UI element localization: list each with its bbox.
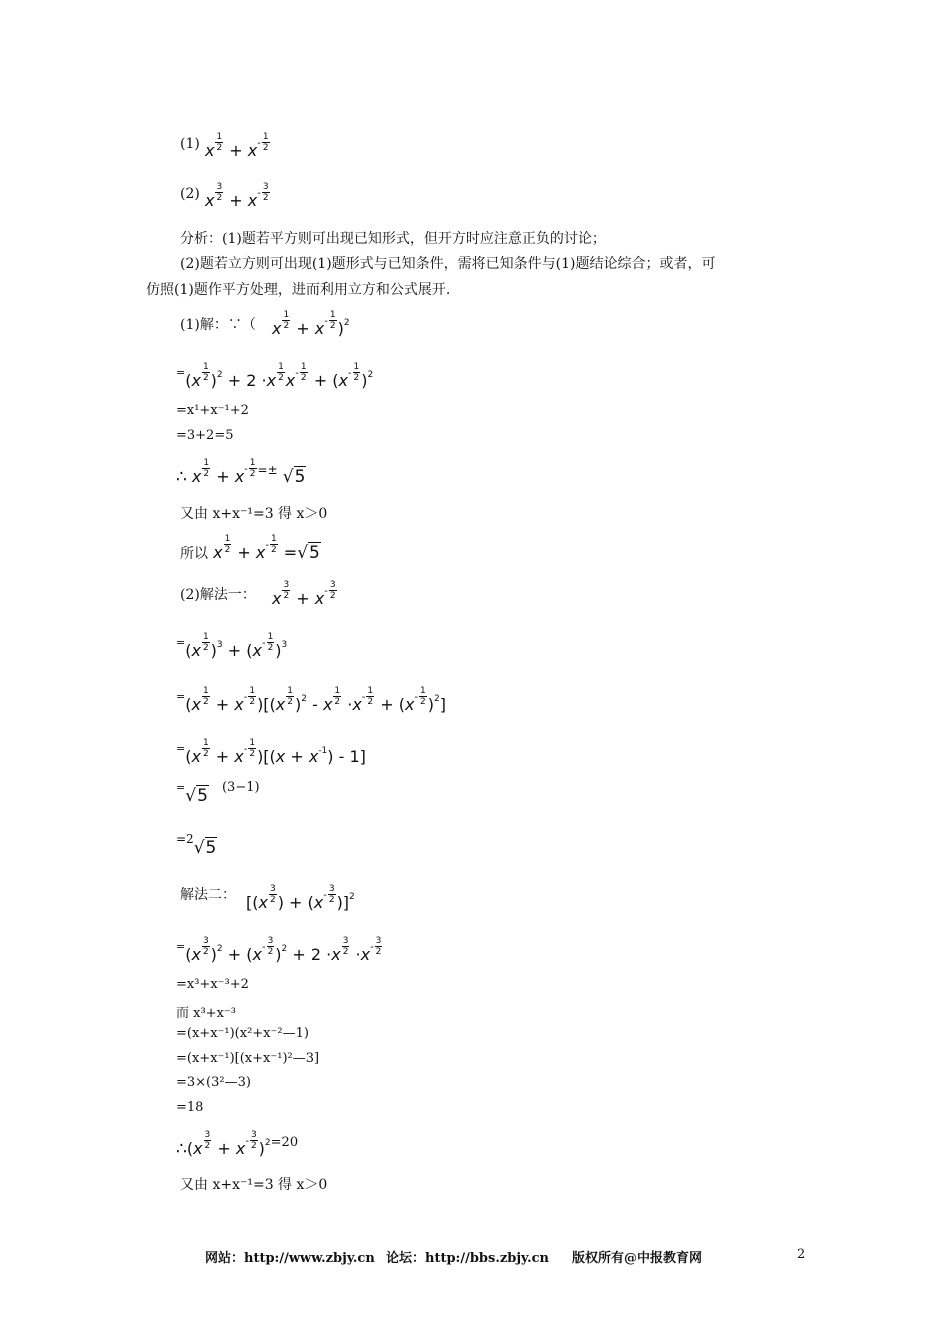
- solution-2b-label: 解法二：: [180, 887, 236, 903]
- solution-2-label: (2)解法一：: [180, 587, 256, 603]
- expr-item-1: x $\frac{1}{2}$ + x- $\frac{1}{2}$: [205, 132, 269, 160]
- sol1-step-value: =3+2=5: [176, 428, 234, 443]
- solution-1-label: (1)解：∵（: [180, 317, 256, 333]
- sol2-value-tail: (3−1): [221, 780, 260, 795]
- expr-sol2b-result: ∴(x $\frac{3}{2}$ + x- $\frac{3}{2}$ )$^{2=20}$: [176, 1130, 299, 1159]
- expr-sol2-simplify: =(x $\frac{1}{2}$ + x- $\frac{1}{2}$ )$[(x + x^{-1}) - 1]$: [176, 738, 366, 766]
- footer-website: 网站：http://www.zbjy.cn: [205, 1251, 375, 1266]
- sol2b-step-2: 而 x³+x⁻³: [176, 1006, 236, 1021]
- expr-sol2-start: x $\frac{3}{2}$ + x- $\frac{3}{2}$: [272, 580, 336, 608]
- item-1-label: (1): [180, 136, 200, 152]
- expr-sol2b-square: [(x $\frac{3}{2}$ ) + (x- $\frac{3}{2}$ )]$^2$: [246, 884, 355, 912]
- expr-sol2-result: $^{=2}$√5: [176, 832, 217, 858]
- page-number: 2: [797, 1247, 806, 1262]
- analysis-line-3: 仿照(1)题作平方处理，进而利用立方和公式展开.: [146, 282, 451, 298]
- sol2b-step-4: =(x+x⁻¹)[(x+x⁻¹)²—3]: [176, 1051, 320, 1066]
- analysis-line-2: (2)题若立方则可出现(1)题形式与已知条件，需将已知条件与(1)题结论综合；或者，可: [180, 256, 716, 272]
- sol2b-step-3: =(x+x⁻¹)(x²+x⁻²—1): [176, 1026, 309, 1041]
- expr-sol2-cubes: =(x $\frac{1}{2}$ )$^3$ + (x- $\frac{1}{2}$ )$^3$: [176, 632, 288, 660]
- expr-sol1-expand: =(x $\frac{1}{2}$ )$^2$ + 2 ·x $\frac{1}{2}$ x- $\frac{1}{2}$ + (x- $\frac{1}{2}$ )$^2$: [176, 362, 374, 390]
- expr-sol1-result-pm: ∴ x $\frac{1}{2}$ + x- $\frac{1}{2}$ =± √5: [176, 458, 306, 487]
- sol2b-step-6: =18: [176, 1100, 204, 1115]
- expr-sol2b-expand: =(x $\frac{3}{2}$ )$^2$ + (x- $\frac{3}{2}$ )$^2$ + 2 ·x $\frac{3}{2}$ ·x- $\frac{3}{2}$: [176, 936, 382, 964]
- item-2-label: (2): [180, 186, 200, 202]
- expr-sol1-square: x $\frac{1}{2}$ + x- $\frac{1}{2}$ )$^2$: [272, 310, 350, 338]
- sol2b-condition: 又由 x+x⁻¹=3 得 x＞0: [180, 1177, 328, 1193]
- expr-sol2-value: =√5 $^{(3-1)}$: [176, 780, 260, 806]
- sol1-step-sum: =x¹+x⁻¹+2: [176, 403, 249, 418]
- analysis-line-1: 分析：(1)题若平方则可出现已知形式，但开方时应注意正负的讨论；: [180, 231, 606, 247]
- sol2b-step-1: =x³+x⁻³+2: [176, 977, 249, 992]
- footer-forum: 论坛：http://bbs.zbjy.cn: [386, 1251, 550, 1266]
- expr-item-2: x $\frac{3}{2}$ + x- $\frac{3}{2}$: [205, 182, 269, 210]
- expr-sol1-final: 所以 x $\frac{1}{2}$ + x- $\frac{1}{2}$ =√5: [180, 534, 320, 563]
- expr-sol2-factor: =(x $\frac{1}{2}$ + x- $\frac{1}{2}$ )[(x $\frac{1}{2}$ )$^2$ - x $\frac{1}{2}$ ·x- $\frac{1}{2}$ + (x- $\frac{1}{2}$ )$^2$]: [176, 686, 446, 714]
- sol2b-step-5: =3×(3²—3): [176, 1075, 251, 1090]
- footer-copyright: 版权所有@中报教育网: [572, 1251, 703, 1266]
- sol1-condition: 又由 x+x⁻¹=3 得 x＞0: [180, 506, 328, 522]
